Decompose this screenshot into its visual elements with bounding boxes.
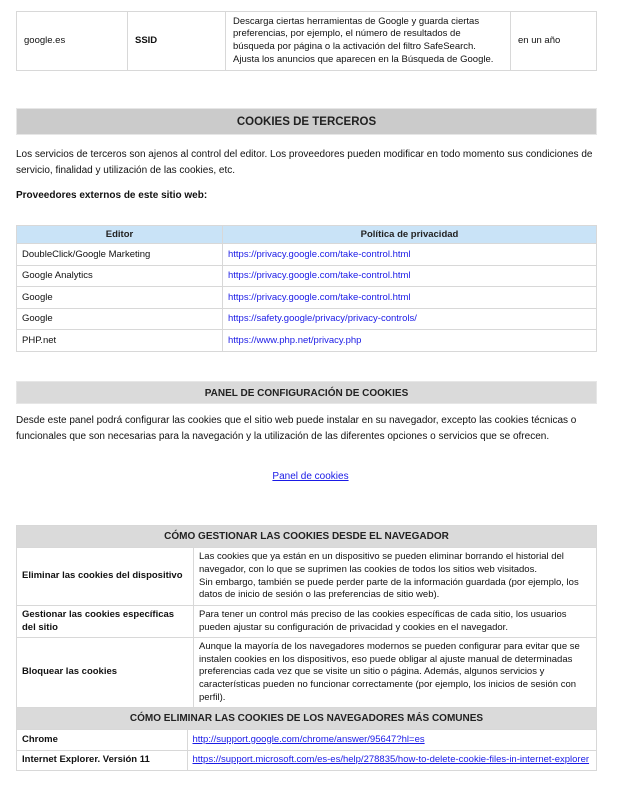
column-header-editor: Editor xyxy=(17,226,223,244)
editor-name: Google Analytics xyxy=(17,265,223,287)
privacy-policy-link[interactable]: https://www.php.net/privacy.php xyxy=(228,334,362,346)
table-row xyxy=(17,638,597,708)
column-header-privacy-policy: Política de privacidad xyxy=(223,226,597,244)
cookie-domain: google.es xyxy=(17,12,128,71)
browser-cookie-management-table xyxy=(16,525,597,771)
browser-help-link[interactable]: http://support.google.com/chrome/answer/95647?hl=es xyxy=(192,733,425,745)
row-label: Gestionar las cookies específicas del sitio xyxy=(17,606,194,638)
row-text-part: Sin embargo, también se puede perder parte de la información guardada (por ejemplo, los datos de inicio de sesión o las preferencias de sitio web). xyxy=(199,576,579,601)
cookie-name: SSID xyxy=(128,12,226,71)
privacy-policy-link[interactable]: https://privacy.google.com/take-control.html xyxy=(228,291,411,303)
cookie-description: Descarga ciertas herramientas de Google y guarda ciertas preferencias, por ejemplo, el número de resultados de búsqueda por página o la activación del filtro SafeSearch. Ajusta los anuncios que aparecen en la Búsqueda de Google. xyxy=(226,12,511,71)
table-row xyxy=(17,606,597,638)
row-text xyxy=(194,548,597,606)
table-row xyxy=(17,750,596,770)
table-row xyxy=(17,308,597,330)
third-party-intro: Los servicios de terceros son ajenos al control del editor. Los proveedores pueden modificar en todo momento sus condiciones de servicio, finalidad y utilización de las cookies, etc. xyxy=(16,149,593,176)
table-row xyxy=(17,730,596,750)
table-header-row xyxy=(17,708,597,730)
cookie-panel-link-wrapper xyxy=(0,471,621,482)
privacy-policy-link[interactable]: https://safety.google/privacy/privacy-controls/ xyxy=(228,313,417,325)
row-text: Aunque la mayoría de los navegadores modernos se pueden configurar para evitar que se instalen cookies en los dispositivos, eso puede obligar al ajuste manual de determinadas preferencias cada vez que se visite un sitio o página. Además, algunos servicios y características pueden no funcionar correctamente (por ejemplo, los inicios de sesión con perfil). xyxy=(194,638,597,708)
cookie-details-table xyxy=(16,11,597,71)
providers-table xyxy=(16,225,597,352)
browser-links-table xyxy=(17,730,596,770)
browser-help-link[interactable]: https://support.microsoft.com/es-es/help/278835/how-to-delete-cookie-files-in-internet-explorer xyxy=(192,754,590,766)
table-row xyxy=(17,330,597,352)
cookie-duration: en un año xyxy=(511,12,597,71)
browser-name: Chrome xyxy=(17,730,187,750)
browser-links-cell xyxy=(17,730,597,771)
browser-links-row xyxy=(17,730,597,771)
remove-cookies-heading: CÓMO ELIMINAR LAS COOKIES DE LOS NAVEGADORES MÁS COMUNES xyxy=(17,708,597,730)
editor-name: DoubleClick/Google Marketing xyxy=(17,244,223,266)
table-row xyxy=(17,265,597,287)
row-label: Bloquear las cookies xyxy=(17,638,194,708)
privacy-policy-link[interactable]: https://privacy.google.com/take-control.html xyxy=(228,270,411,282)
table-row xyxy=(17,548,597,606)
privacy-policy-link[interactable]: https://privacy.google.com/take-control.html xyxy=(228,248,411,260)
third-party-cookies-heading: COOKIES DE TERCEROS xyxy=(16,108,597,135)
table-row xyxy=(17,287,597,309)
editor-name: Google xyxy=(17,308,223,330)
row-label: Eliminar las cookies del dispositivo xyxy=(17,548,194,606)
row-text-part: Las cookies que ya están en un dispositivo se pueden eliminar borrando el historial del navegador, con lo que se suprimen las cookies de todos los sitios web visitados. xyxy=(199,551,564,575)
table-header-row xyxy=(17,226,597,244)
table-header-row xyxy=(17,526,597,548)
cookie-config-panel-text: Desde este panel podrá configurar las cookies que el sitio web puede instalar en su navegador, excepto las cookies técnicas o funcionales que son necesarias para la navegación y la utilización de las diferentes opciones o servicios que se ofrecen. xyxy=(16,415,577,442)
editor-name: PHP.net xyxy=(17,330,223,352)
browser-name: Internet Explorer. Versión 11 xyxy=(17,750,187,770)
cookie-panel-link[interactable]: Panel de cookies xyxy=(272,471,349,482)
table-row xyxy=(17,244,597,266)
row-text: Para tener un control más preciso de las cookies específicas de cada sitio, los usuarios pueden ajustar su configuración de privacidad y cookies en el navegador. xyxy=(194,606,597,638)
browser-management-heading: CÓMO GESTIONAR LAS COOKIES DESDE EL NAVEGADOR xyxy=(17,526,597,548)
providers-label: Proveedores externos de este sitio web: xyxy=(16,190,208,201)
cookie-config-panel-heading: PANEL DE CONFIGURACIÓN DE COOKIES xyxy=(16,381,597,404)
table-row xyxy=(17,12,597,71)
editor-name: Google xyxy=(17,287,223,309)
